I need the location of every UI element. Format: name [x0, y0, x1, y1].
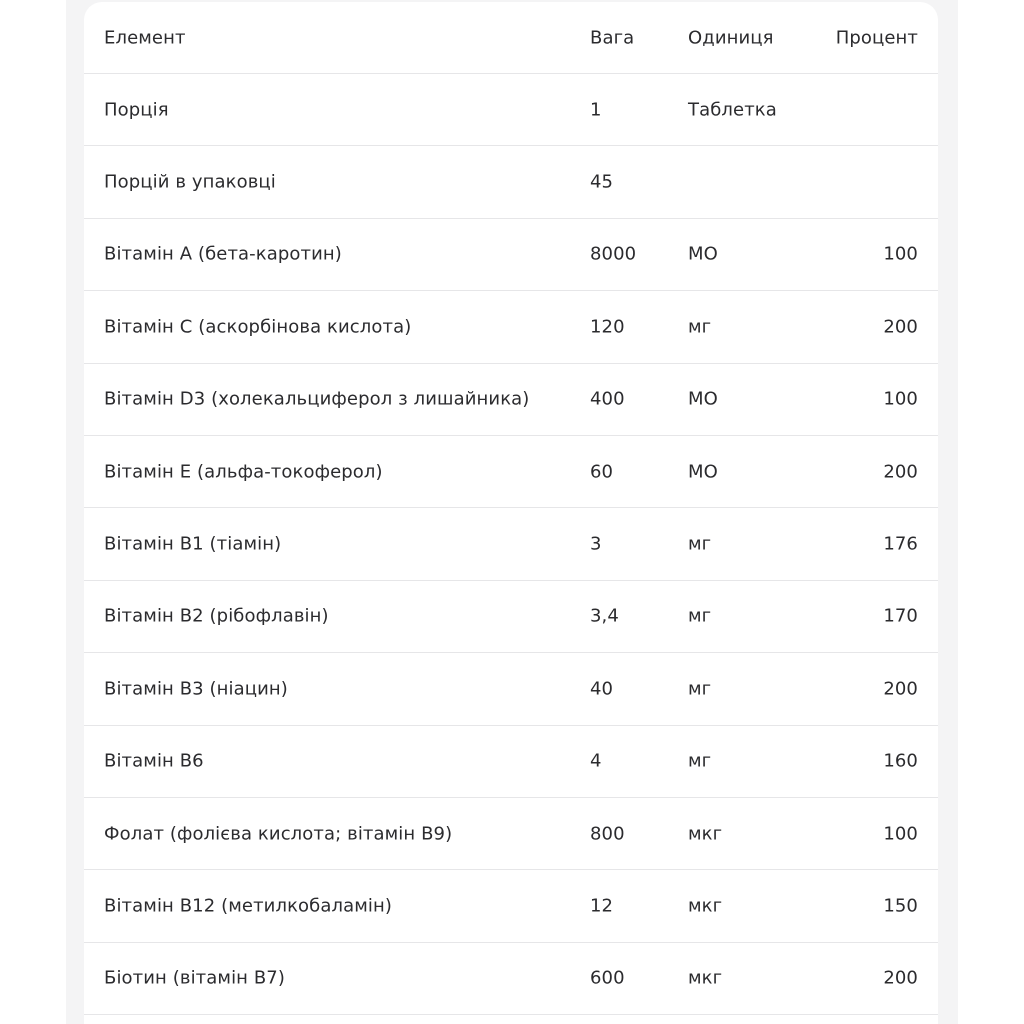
- cell-name: Вітамін A (бета-каротин): [104, 243, 342, 265]
- cell-unit: МО: [688, 388, 718, 410]
- cell-unit: мг: [688, 678, 712, 700]
- cell-weight: 600: [590, 967, 625, 989]
- cell-unit: мг: [688, 750, 712, 772]
- table-row: [84, 291, 938, 363]
- cell-name: Фолат (фолієва кислота; вітамін B9): [104, 823, 453, 845]
- cell-name: Вітамін C (аскорбінова кислота): [104, 316, 412, 338]
- table-header-row: [84, 2, 938, 74]
- cell-name: Порцій в упаковці: [104, 171, 276, 193]
- cell-name: Вітамін D3 (холекальциферол з лишайника): [104, 388, 530, 410]
- table-row: [84, 653, 938, 725]
- cell-percent: 200: [883, 316, 918, 338]
- cell-name: Вітамін B12 (метилкобаламін): [104, 895, 392, 917]
- table-row: [84, 219, 938, 291]
- cell-unit: мкг: [688, 967, 723, 989]
- table-body: [84, 74, 938, 1015]
- table-row: [84, 508, 938, 580]
- header-unit: Одиниця: [688, 27, 774, 48]
- cell-unit: МО: [688, 243, 718, 265]
- composition-table: [84, 2, 938, 1024]
- cell-unit: мг: [688, 316, 712, 338]
- cell-percent: 100: [883, 243, 918, 265]
- cell-weight: 4: [590, 750, 602, 772]
- table-row: [84, 943, 938, 1015]
- table-row: [84, 581, 938, 653]
- table-row: [84, 436, 938, 508]
- cell-weight: 120: [590, 316, 625, 338]
- cell-percent: 176: [883, 533, 918, 555]
- cell-name: Вітамін B6: [104, 750, 204, 772]
- cell-weight: 12: [590, 895, 614, 917]
- table-row: [84, 798, 938, 870]
- table-row: [84, 726, 938, 798]
- header-percent: Процент: [835, 27, 918, 48]
- cell-weight: 800: [590, 823, 625, 845]
- cell-weight: 400: [590, 388, 625, 410]
- cell-unit: Таблетка: [688, 99, 777, 121]
- cell-percent: 200: [883, 967, 918, 989]
- header-name: Елемент: [104, 27, 186, 48]
- cell-weight: 60: [590, 461, 614, 483]
- cell-weight: 1: [590, 99, 602, 121]
- table-row: [84, 364, 938, 436]
- cell-percent: 150: [883, 895, 918, 917]
- table-row: [84, 146, 938, 218]
- cell-percent: 160: [883, 750, 918, 772]
- cell-name: Вітамін B1 (тіамін): [104, 533, 282, 555]
- cell-percent: 170: [883, 605, 918, 627]
- cell-name: Вітамін B3 (ніацин): [104, 678, 288, 700]
- cell-percent: 200: [883, 461, 918, 483]
- header-weight: Вага: [590, 27, 635, 48]
- cell-unit: мг: [688, 605, 712, 627]
- table-row: [84, 74, 938, 146]
- cell-unit: мг: [688, 533, 712, 555]
- cell-name: Вітамін E (альфа-токоферол): [104, 461, 383, 483]
- cell-percent: 100: [883, 823, 918, 845]
- cell-unit: МО: [688, 461, 718, 483]
- cell-unit: мкг: [688, 895, 723, 917]
- table-row: [84, 870, 938, 942]
- cell-name: Вітамін B2 (рібофлавін): [104, 605, 329, 627]
- cell-unit: мкг: [688, 823, 723, 845]
- cell-percent: 100: [883, 388, 918, 410]
- cell-name: Порція: [104, 99, 169, 121]
- cell-weight: 45: [590, 171, 614, 193]
- cell-name: Біотин (вітамін B7): [104, 967, 285, 989]
- cell-weight: 3,4: [590, 605, 619, 627]
- cell-weight: 8000: [590, 243, 637, 265]
- cell-weight: 40: [590, 678, 614, 700]
- cell-weight: 3: [590, 533, 602, 555]
- cell-percent: 200: [883, 678, 918, 700]
